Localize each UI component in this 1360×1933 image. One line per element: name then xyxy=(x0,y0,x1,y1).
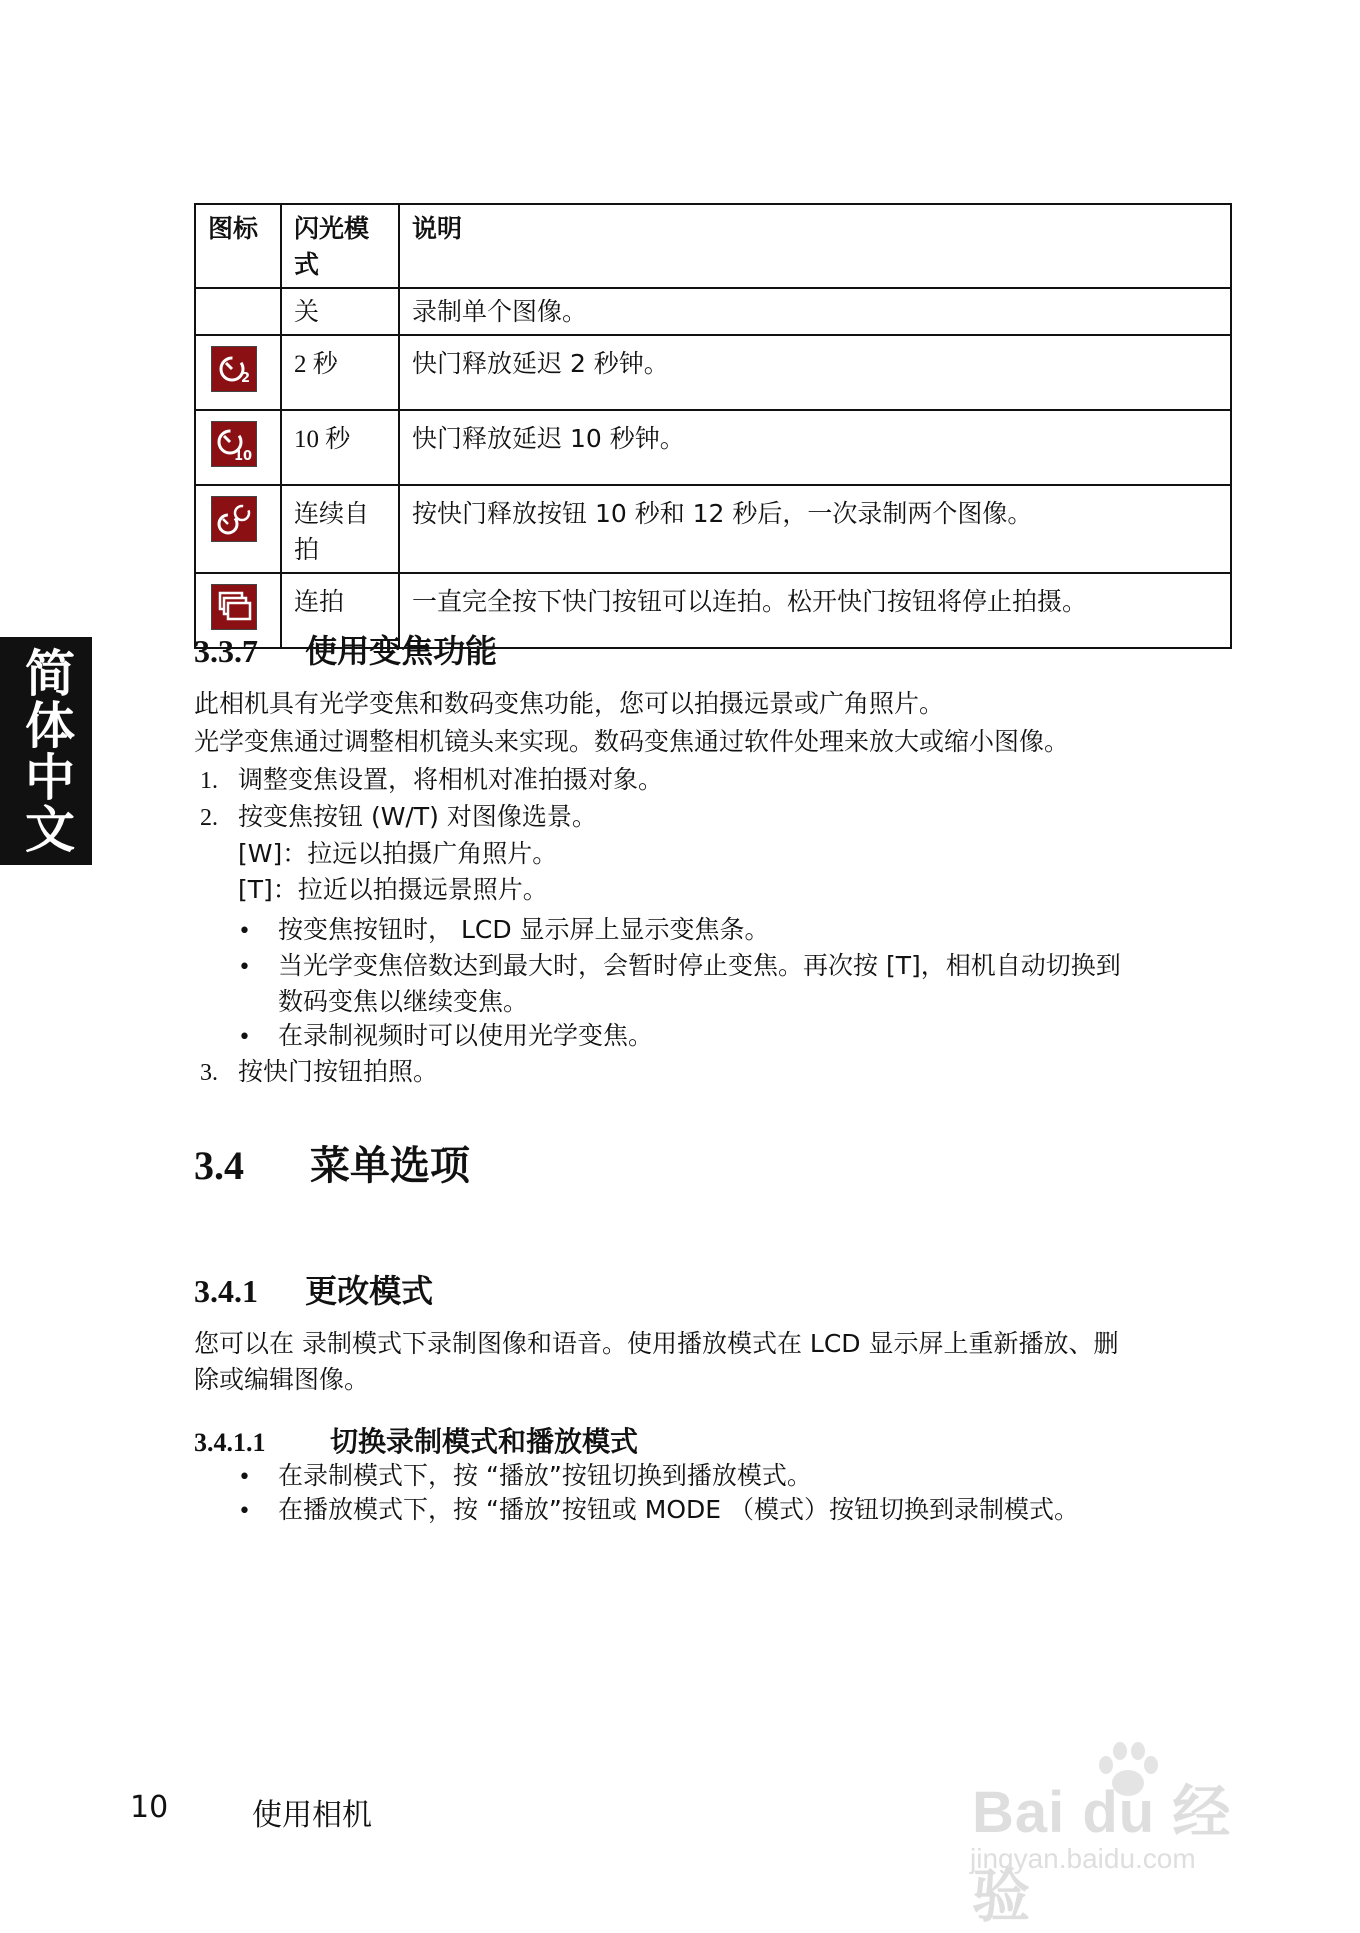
table-header: 说明 xyxy=(399,204,1231,288)
section-number: 3.3.7 xyxy=(194,633,258,669)
paragraph: 光学变焦通过调整相机镜头来实现。数码变焦通过软件处理来放大或缩小图像。 xyxy=(194,727,1070,756)
list-text: 调整变焦设置，将相机对准拍摄对象。 xyxy=(238,765,664,794)
bullet-icon: • xyxy=(238,1499,251,1524)
bullet-item xyxy=(238,912,770,950)
section-title: 使用变焦功能 xyxy=(305,632,498,670)
table-cell-desc: 快门释放延迟 10 秒钟。 xyxy=(399,410,1231,485)
table-cell-icon xyxy=(195,485,281,573)
list-text: 按变焦按钮 (W/T) 对图像选景。 xyxy=(238,802,597,831)
bullet-text: 当光学变焦倍数达到最大时，会暂时停止变焦。再次按 [T]，相机自动切换到 xyxy=(278,951,1121,980)
bullet-text: 在录制视频时可以使用光学变焦。 xyxy=(278,1021,654,1050)
bullet-icon: • xyxy=(238,919,251,944)
zoom-w-line: [W]：拉远以拍摄广角照片。 xyxy=(238,839,558,868)
paragraph: 您可以在 录制模式下录制图像和语音。使用播放模式在 LCD 显示屏上重新播放、删 xyxy=(194,1329,1119,1358)
section-title: 菜单选项 xyxy=(309,1143,470,1189)
self-timer-2s-icon xyxy=(211,346,257,392)
bullet-icon: • xyxy=(238,1025,251,1050)
bullet-item xyxy=(238,1492,1079,1530)
table-cell-icon xyxy=(195,410,281,485)
bullet-text-continued: 数码变焦以继续变焦。 xyxy=(278,987,529,1016)
table-cell-icon xyxy=(195,335,281,410)
table-cell-mode: 2 秒 xyxy=(281,335,399,410)
section-number: 3.4.1 xyxy=(194,1273,258,1309)
table-row xyxy=(195,335,1231,410)
list-number: 2. xyxy=(200,805,218,831)
watermark-main: Bai du 经验 xyxy=(972,1780,1232,1929)
list-item xyxy=(200,762,663,799)
list-item xyxy=(200,799,597,836)
bullet-icon: • xyxy=(238,1465,251,1490)
bullet-item xyxy=(238,948,1121,986)
bullet-icon: • xyxy=(238,955,251,980)
list-text: 按快门按钮拍照。 xyxy=(238,1057,439,1086)
bullet-item xyxy=(238,1458,812,1496)
table-row xyxy=(195,288,1231,335)
list-item xyxy=(200,1054,438,1091)
section-heading-menu xyxy=(194,1134,470,1191)
table-cell-mode: 连续自拍 xyxy=(281,485,399,573)
baidu-watermark xyxy=(960,1735,1290,1929)
table-cell-desc: 快门释放延迟 2 秒钟。 xyxy=(399,335,1231,410)
bullet-text: 在录制模式下，按 “播放”按钮切换到播放模式。 xyxy=(278,1461,812,1490)
table-cell-desc: 按快门释放按钮 10 秒和 12 秒后，一次录制两个图像。 xyxy=(399,485,1231,573)
svg-text:2: 2 xyxy=(241,371,251,386)
table-cell-mode: 10 秒 xyxy=(281,410,399,485)
page-number: 10 xyxy=(130,1790,169,1825)
section-title: 切换录制模式和播放模式 xyxy=(330,1425,639,1458)
table-cell-icon xyxy=(195,288,281,335)
side-language-tab xyxy=(0,637,92,865)
flash-mode-table xyxy=(194,203,1232,649)
table-cell-mode: 连拍 xyxy=(281,573,399,648)
table-header: 图标 xyxy=(195,204,281,288)
double-self-timer-icon xyxy=(211,496,257,542)
table-row xyxy=(195,485,1231,573)
table-header: 闪光模式 xyxy=(281,204,399,288)
paragraph: 除或编辑图像。 xyxy=(194,1365,370,1394)
section-heading-switch-mode xyxy=(194,1420,638,1460)
bullet-text: 按变焦按钮时， LCD 显示屏上显示变焦条。 xyxy=(278,915,770,944)
list-number: 1. xyxy=(200,768,218,794)
table-cell-desc: 录制单个图像。 xyxy=(399,288,1231,335)
section-heading-zoom xyxy=(194,626,497,672)
bullet-item xyxy=(238,1018,653,1056)
section-title: 更改模式 xyxy=(305,1272,434,1310)
svg-text:10: 10 xyxy=(234,449,253,464)
paragraph: 此相机具有光学变焦和数码变焦功能，您可以拍摄远景或广角照片。 xyxy=(194,689,945,718)
table-header-row xyxy=(195,204,1231,288)
bullet-text: 在播放模式下，按 “播放”按钮或 MODE （模式）按钮切换到录制模式。 xyxy=(278,1495,1080,1524)
section-number: 3.4 xyxy=(194,1143,244,1188)
self-timer-10s-icon xyxy=(211,421,257,467)
footer-title: 使用相机 xyxy=(252,1798,372,1833)
section-heading-change-mode xyxy=(194,1266,433,1312)
table-cell-desc: 一直完全按下快门按钮可以连拍。松开快门按钮将停止拍摄。 xyxy=(399,573,1231,648)
burst-icon xyxy=(211,584,257,630)
table-cell-mode: 关 xyxy=(281,288,399,335)
zoom-t-line: [T]：拉近以拍摄远景照片。 xyxy=(238,875,548,904)
table-row xyxy=(195,410,1231,485)
watermark-url: jingyan.baidu.com xyxy=(970,1843,1196,1874)
section-number: 3.4.1.1 xyxy=(194,1428,266,1457)
side-tab-label: 简体中文 xyxy=(17,647,75,855)
list-number: 3. xyxy=(200,1060,218,1086)
